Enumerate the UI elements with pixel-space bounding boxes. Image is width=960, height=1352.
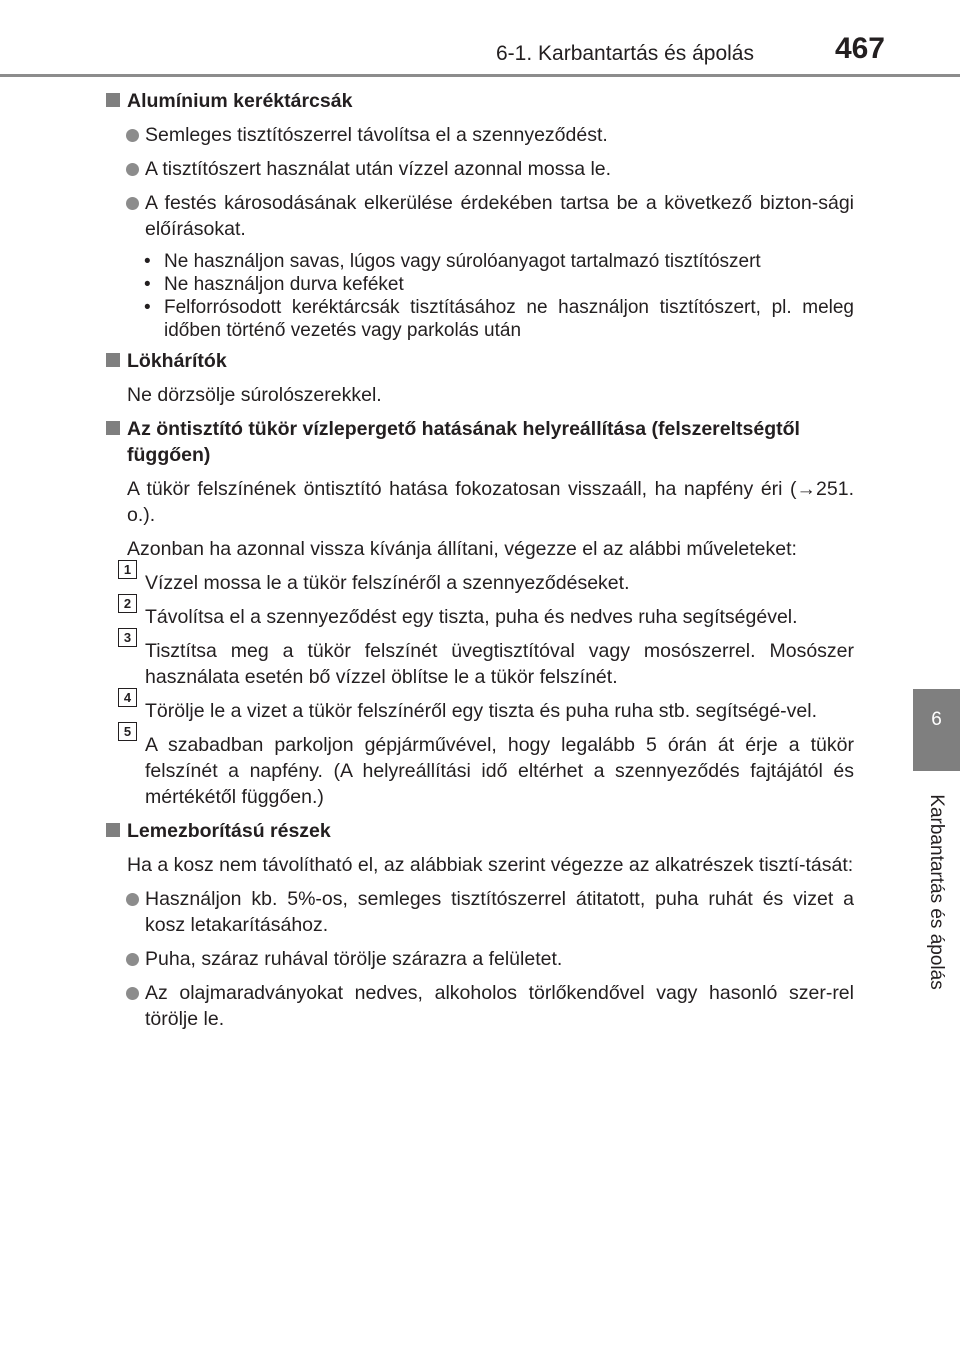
bullet-item: Puha, száraz ruhával törölje szárazra a felületet. [106, 946, 854, 972]
round-bullet-icon [126, 197, 139, 210]
bullet-item: Használjon kb. 5%-os, semleges tisztítószerrel átitatott, puha ruhát és vizet a kosz letakarításához. [106, 886, 854, 938]
section-heading: Lemezborítású részek [106, 818, 854, 844]
step-number: 4 [118, 688, 137, 707]
round-bullet-icon [126, 893, 139, 906]
step-number: 3 [118, 628, 137, 647]
step-item: 1 Vízzel mossa le a tükör felszínéről a szennyeződéseket. [106, 570, 854, 596]
round-bullet-icon [126, 953, 139, 966]
bullet-item: A festés károsodásának elkerülése érdekében tartsa be a következő bizton-sági előírásokat. [106, 190, 854, 242]
paragraph: Ha a kosz nem távolítható el, az alábbiak szerint végezze az alkatrészek tisztí-tását: [127, 854, 854, 876]
square-bullet-icon [106, 353, 120, 367]
page-content [106, 88, 854, 1040]
chapter-label: Karbantartás és ápolás [926, 794, 947, 990]
paragraph: Ne dörzsölje súrolószerekkel. [127, 384, 382, 406]
round-bullet-icon [126, 163, 139, 176]
chapter-tab [913, 689, 960, 771]
step-item: 4 Törölje le a vizet a tükör felszínéről egy tiszta és puha ruha stb. segítségé-vel. [106, 698, 854, 724]
paragraph: Azonban ha azonnal vissza kívánja állítani, végezze el az alábbi műveleteket: [127, 538, 797, 560]
small-bullet-icon: • [144, 251, 151, 272]
step-item: 5 A szabadban parkoljon gépjárművével, hogy legalább 5 órán át érje a tükör felszínét a napfény. (A helyreállítási idő eltérhet a szennyeződés fajtájától és mértékétől függően.) [106, 732, 854, 810]
step-item: 3 Tisztítsa meg a tükör felszínét üvegtisztítóval vagy mosószerrel. Mosószer használata esetén bő vízzel öblítse le a tükör felszínét. [106, 638, 854, 690]
bullet-item: A tisztítószert használat után vízzel azonnal mossa le. [106, 156, 854, 182]
sub-list [106, 250, 854, 342]
step-number: 1 [118, 560, 137, 579]
header-divider [0, 74, 960, 77]
step-item: 2 Távolítsa el a szennyeződést egy tiszta, puha és nedves ruha segítségével. [106, 604, 854, 630]
section-title: 6-1. Karbantartás és ápolás [496, 42, 754, 65]
section-heading: Az öntisztító tükör vízlepergető hatásának helyreállítása (felszereltségtől függően) [106, 416, 854, 468]
square-bullet-icon [106, 823, 120, 837]
round-bullet-icon [126, 987, 139, 1000]
small-bullet-icon: • [144, 297, 151, 318]
bullet-item: Az olajmaradványokat nedves, alkoholos törlőkendővel vagy hasonló szer-rel törölje le. [106, 980, 854, 1032]
step-number: 5 [118, 722, 137, 741]
square-bullet-icon [106, 93, 120, 107]
sub-list-item: • Felforrósodott keréktárcsák tisztításához ne használjon tisztítószert, pl. meleg időben történő vezetés vagy parkolás után [144, 297, 854, 341]
section-heading: Lökhárítók [106, 348, 854, 374]
page-number: 467 [834, 32, 885, 65]
square-bullet-icon [106, 421, 120, 435]
section-heading: Alumínium keréktárcsák [106, 88, 854, 114]
small-bullet-icon: • [144, 274, 151, 295]
round-bullet-icon [126, 129, 139, 142]
bullet-item: Semleges tisztítószerrel távolítsa el a szennyeződést. [106, 122, 854, 148]
paragraph: A tükör felszínének öntisztító hatása fokozatosan visszaáll, ha napfény éri (→251. o.). [127, 478, 854, 526]
sub-list-item: • Ne használjon durva keféket [144, 274, 404, 295]
chapter-number: 6 [931, 709, 942, 730]
step-number: 2 [118, 594, 137, 613]
sub-list-item: • Ne használjon savas, lúgos vagy súrolóanyagot tartalmazó tisztítószert [144, 251, 761, 272]
